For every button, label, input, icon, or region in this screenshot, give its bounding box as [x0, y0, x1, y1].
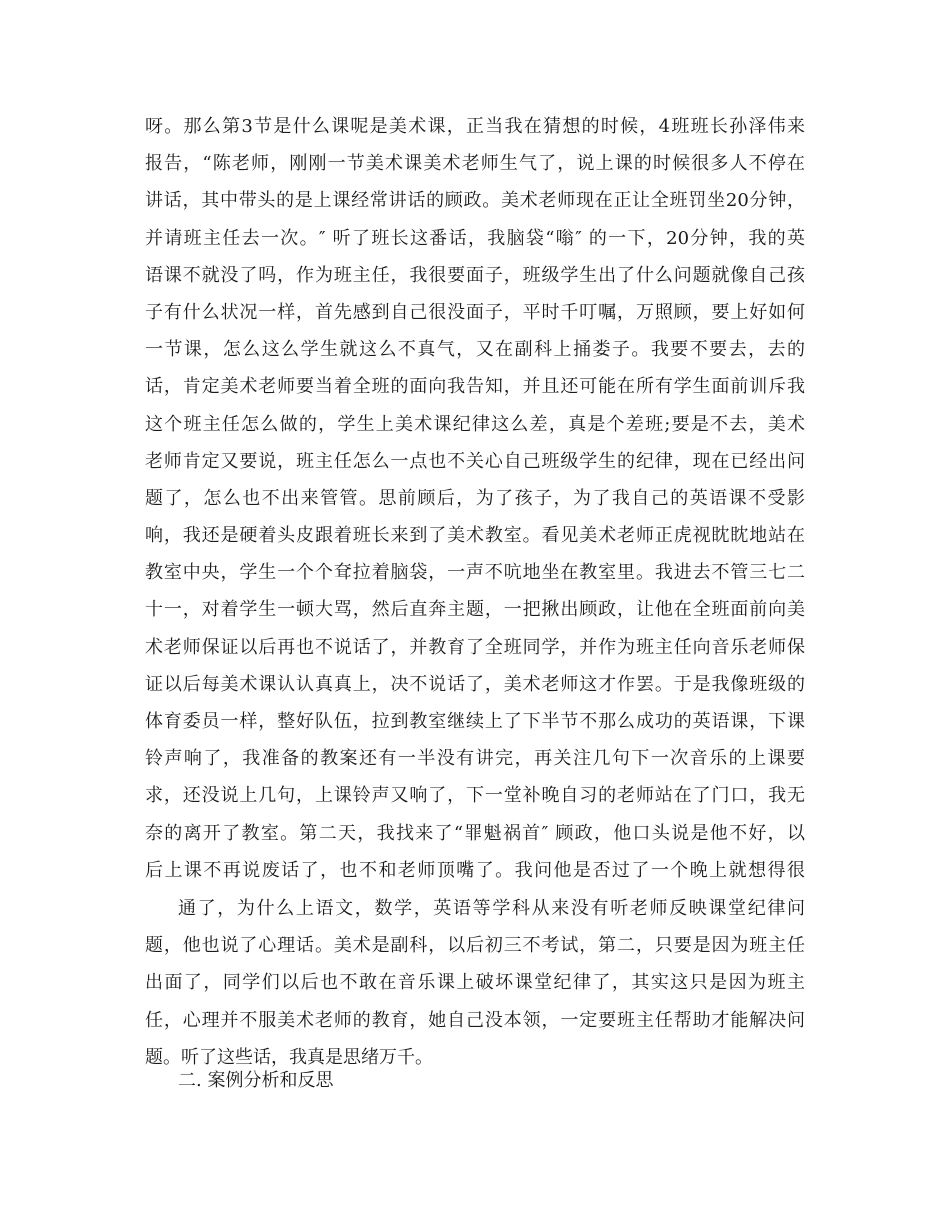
text-line: 并请班主任去一次。″ 听了班长这番话，我脑袋“嗡″ 的一下，20分钟，我的英: [145, 227, 805, 249]
paragraph-continued: [145, 108, 805, 889]
text-line: 讲话，其中带头的是上课经常讲话的顾政。美术老师现在正让全班罚坐20分钟，: [145, 190, 805, 212]
text-line: 题。听了这些话，我真是思绪万千。: [145, 1046, 433, 1068]
text-line: 求，还没说上几句，上课铃声又响了，下一堂补晚自习的老师站在了门口，我无: [145, 785, 805, 807]
text-line: 呀。那么第3节是什么课呢是美术课，正当我在猜想的时候，4班班长孙泽伟来: [145, 116, 805, 137]
text-line: 题，他也说了心理话。美术是副科，以后初三不考试，第二，只要是因为班主任: [145, 935, 805, 957]
text-line: 铃声响了，我准备的教案还有一半没有讲完，再关注几句下一次音乐的上课要: [145, 748, 805, 770]
text-line: 术老师保证以后再也不说话了，并教育了全班同学，并作为班主任向音乐老师保: [145, 636, 805, 658]
text-line: 报告，“陈老师，刚刚一节美术课美术老师生气了，说上课的时候很多人不停在: [145, 153, 805, 175]
text-line: 通了，为什么上语文，数学，英语等学科从来没有听老师反映课堂纪律问: [178, 898, 805, 919]
text-line: 一节课，怎么这么学生就这么不真气，又在副科上捅娄子。我要不要去，去的: [145, 339, 805, 361]
text-line: 出面了，同学们以后也不敢在音乐课上破坏课堂纪律了，其实这只是因为班主: [145, 972, 805, 994]
text-line: 子有什么状况一样，首先感到自己很没面子，平时千叮嘱，万照顾，要上好如何: [145, 301, 805, 323]
text-line: 老师肯定又要说，班主任怎么一点也不关心自己班级学生的纪律，现在已经出问: [145, 450, 805, 472]
text-line: 题了，怎么也不出来管管。思前顾后，为了孩子，为了我自己的英语课不受影: [145, 487, 805, 509]
paragraph: [145, 890, 805, 1076]
text-line: 证以后每美术课认认真真上，决不说话了，美术老师这才作罢。于是我像班级的: [145, 673, 805, 695]
section-heading: 二. 案例分析和反思: [178, 1070, 334, 1091]
text-line: 语课不就没了吗，作为班主任，我很要面子，班级学生出了什么问题就像自己孩: [145, 264, 805, 286]
text-line: 十一，对着学生一顿大骂，然后直奔主题，一把揪出顾政，让他在全班面前向美: [145, 599, 805, 621]
text-line: 这个班主任怎么做的，学生上美术课纪律这么差，真是个差班;要是不去，美术: [145, 413, 805, 435]
text-line: 奈的离开了教室。第二天，我找来了“罪魁祸首″ 顾政，他口头说是他不好，以: [145, 822, 805, 844]
text-line: 任，心理并不服美术老师的教育，她自己没本领，一定要班主任帮助才能解决问: [145, 1009, 805, 1031]
text-line: 体育委员一样，整好队伍，拉到教室继续上了下半节不那么成功的英语课，下课: [145, 711, 805, 732]
text-line: 教室中央，学生一个个耷拉着脑袋，一声不吭地坐在教室里。我进去不管三七二: [145, 562, 805, 584]
text-line: 后上课不再说废话了，也不和老师顶嘴了。我问他是否过了一个晚上就想得很: [145, 859, 805, 881]
text-line: 话，肯定美术老师要当着全班的面向我告知，并且还可能在所有学生面前训斥我: [145, 376, 805, 398]
text-line: 响，我还是硬着头皮跟着班长来到了美术教室。看见美术老师正虎视眈眈地站在: [145, 525, 805, 547]
